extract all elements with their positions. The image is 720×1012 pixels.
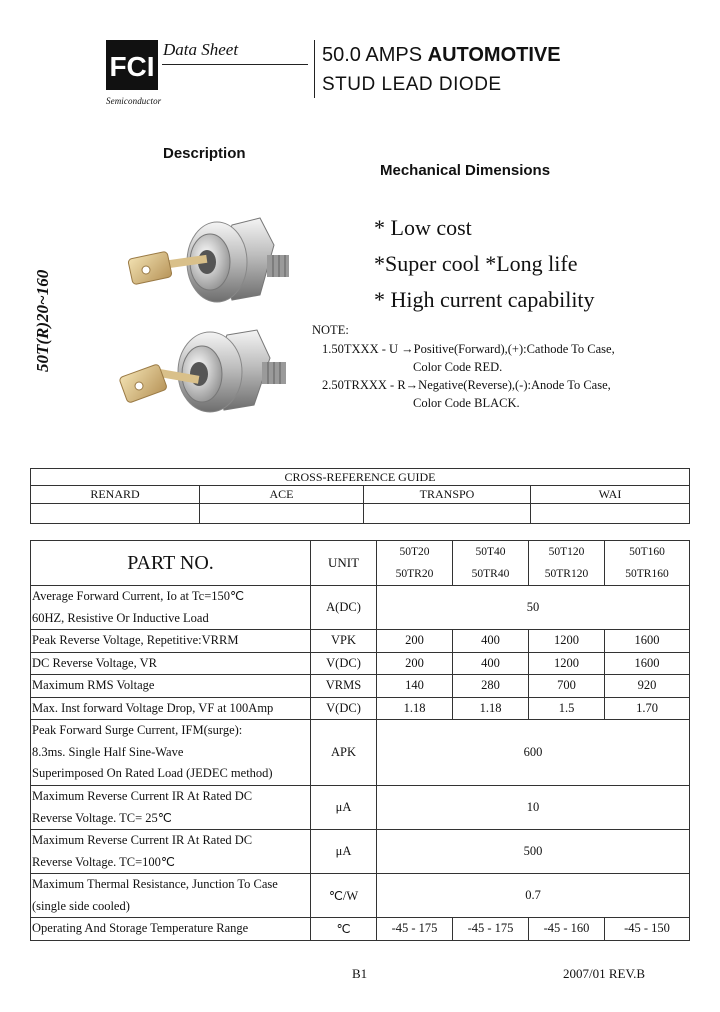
value-cell: 140 — [377, 675, 453, 698]
xref-col-ace: ACE — [200, 486, 364, 504]
model-top: 50T120 — [548, 546, 585, 558]
description-heading: Description — [163, 145, 246, 162]
xref-cell — [531, 504, 690, 524]
unit-cell: V(DC) — [311, 652, 377, 675]
value-cell: -45 - 150 — [605, 918, 690, 941]
unit-cell: ℃/W — [311, 874, 377, 918]
unit-cell: APK — [311, 720, 377, 786]
cross-reference-title: CROSS-REFERENCE GUIDE — [31, 469, 690, 486]
xref-col-transpo: TRANSPO — [364, 486, 531, 504]
value-cell: 50 — [377, 586, 690, 630]
fci-logo — [106, 40, 158, 90]
note-title: NOTE: — [312, 323, 349, 337]
param-peak-reverse-voltage: Peak Reverse Voltage, Repetitive:VRRM — [31, 630, 311, 653]
note-line2: 2.50TRXXX - R→Negative(Reverse),(-):Anode To Case, — [322, 378, 611, 392]
param-avg-forward-current — [31, 586, 311, 630]
product-title-line2: STUD LEAD DIODE — [322, 74, 502, 95]
xref-cell — [31, 504, 200, 524]
unit-cell: V(DC) — [311, 697, 377, 720]
param-line: Maximum Thermal Resistance, Junction To Case — [32, 877, 278, 891]
value-cell: -45 - 160 — [529, 918, 605, 941]
unit-cell: VRMS — [311, 675, 377, 698]
value-cell: 1.70 — [605, 697, 690, 720]
value-cell: 920 — [605, 675, 690, 698]
part-no-header: PART NO. — [31, 541, 311, 586]
param-peak-surge-current — [31, 720, 311, 786]
logo-rule — [162, 64, 308, 65]
title-amps: 50.0 AMPS — [322, 44, 423, 66]
value-cell: 200 — [377, 652, 453, 675]
logo-text: FCI — [109, 51, 155, 82]
model-bottom: 50TR120 — [544, 568, 589, 580]
xref-cell — [200, 504, 364, 524]
param-line: Average Forward Current, Io at Tc=150℃ — [32, 589, 245, 603]
value-cell: 1.18 — [453, 697, 529, 720]
value-cell: 1.5 — [529, 697, 605, 720]
feature-low-cost: * Low cost — [374, 215, 472, 240]
note-line1: 1.50TXXX - U →Positive(Forward),(+):Cathode To Case, — [322, 342, 615, 356]
feature-super-cool: *Super cool *Long life — [374, 251, 578, 276]
specification-table — [30, 540, 690, 941]
param-line: 8.3ms. Single Half Sine-Wave — [32, 744, 184, 759]
mechanical-heading: Mechanical Dimensions — [380, 162, 551, 179]
cross-reference-table — [30, 468, 690, 524]
value-cell: 1.18 — [377, 697, 453, 720]
param-reverse-current-25c — [31, 786, 311, 830]
unit-cell: ℃ — [311, 918, 377, 941]
feature-high-current: * High current capability — [374, 287, 595, 312]
unit-cell: VPK — [311, 630, 377, 653]
unit-cell: A(DC) — [311, 586, 377, 630]
xref-col-wai: WAI — [531, 486, 690, 504]
model-bottom: 50TR20 — [395, 568, 434, 580]
model-bottom: 50TR160 — [625, 568, 669, 580]
model-top: 50T20 — [399, 546, 430, 558]
xref-cell — [364, 504, 531, 524]
value-cell: 1200 — [529, 652, 605, 675]
model-top: 50T40 — [475, 546, 506, 558]
unit-cell: μA — [311, 830, 377, 874]
model-top: 50T160 — [629, 546, 665, 558]
param-line: Reverse Voltage. TC=100℃ — [32, 854, 175, 869]
param-line: (single side cooled) — [32, 898, 130, 913]
logo-title: Data Sheet — [163, 40, 239, 59]
param-forward-voltage-drop: Max. Inst forward Voltage Drop, VF at 100Amp — [31, 697, 311, 720]
unit-header: UNIT — [311, 541, 377, 586]
note-line1-color: Color Code RED. — [413, 360, 503, 374]
param-line: Peak Forward Surge Current, IFM(surge): — [32, 723, 243, 738]
revision-label: 2007/01 REV.B — [563, 966, 646, 981]
product-title-line1 — [322, 44, 561, 67]
value-cell: 600 — [377, 720, 690, 786]
title-automotive: AUTOMOTIVE — [427, 44, 561, 66]
page-number: B1 — [352, 966, 368, 981]
model-header — [529, 541, 605, 586]
param-line: Reverse Voltage. TC= 25℃ — [32, 810, 172, 825]
value-cell: 0.7 — [377, 874, 690, 918]
unit-cell: μA — [311, 786, 377, 830]
value-cell: 1600 — [605, 652, 690, 675]
param-line: Maximum Reverse Current IR At Rated DC — [32, 789, 253, 803]
value-cell: -45 - 175 — [377, 918, 453, 941]
product-photo — [92, 200, 322, 445]
model-header — [453, 541, 529, 586]
xref-col-renard: RENARD — [31, 486, 200, 504]
value-cell: 400 — [453, 630, 529, 653]
value-cell: -45 - 175 — [453, 918, 529, 941]
value-cell: 1200 — [529, 630, 605, 653]
param-reverse-current-100c — [31, 830, 311, 874]
model-header — [377, 541, 453, 586]
param-dc-reverse-voltage: DC Reverse Voltage, VR — [31, 652, 311, 675]
param-line: Superimposed On Rated Load (JEDEC method) — [32, 766, 273, 781]
value-cell: 200 — [377, 630, 453, 653]
value-cell: 400 — [453, 652, 529, 675]
param-line: Maximum Reverse Current IR At Rated DC — [32, 833, 253, 847]
param-max-rms-voltage: Maximum RMS Voltage — [31, 675, 311, 698]
value-cell: 700 — [529, 675, 605, 698]
note-line2-color: Color Code BLACK. — [413, 396, 520, 410]
param-operating-temperature: Operating And Storage Temperature Range — [31, 918, 311, 941]
model-bottom: 50TR40 — [471, 568, 510, 580]
series-label: 50T(R)20~160 — [33, 269, 52, 372]
value-cell: 500 — [377, 830, 690, 874]
header-divider — [314, 40, 315, 98]
param-thermal-resistance — [31, 874, 311, 918]
value-cell: 10 — [377, 786, 690, 830]
value-cell: 1600 — [605, 630, 690, 653]
logo-subtitle: Semiconductor — [106, 96, 162, 106]
param-line: 60HZ, Resistive Or Inductive Load — [32, 610, 209, 625]
value-cell: 280 — [453, 675, 529, 698]
model-header — [605, 541, 690, 586]
